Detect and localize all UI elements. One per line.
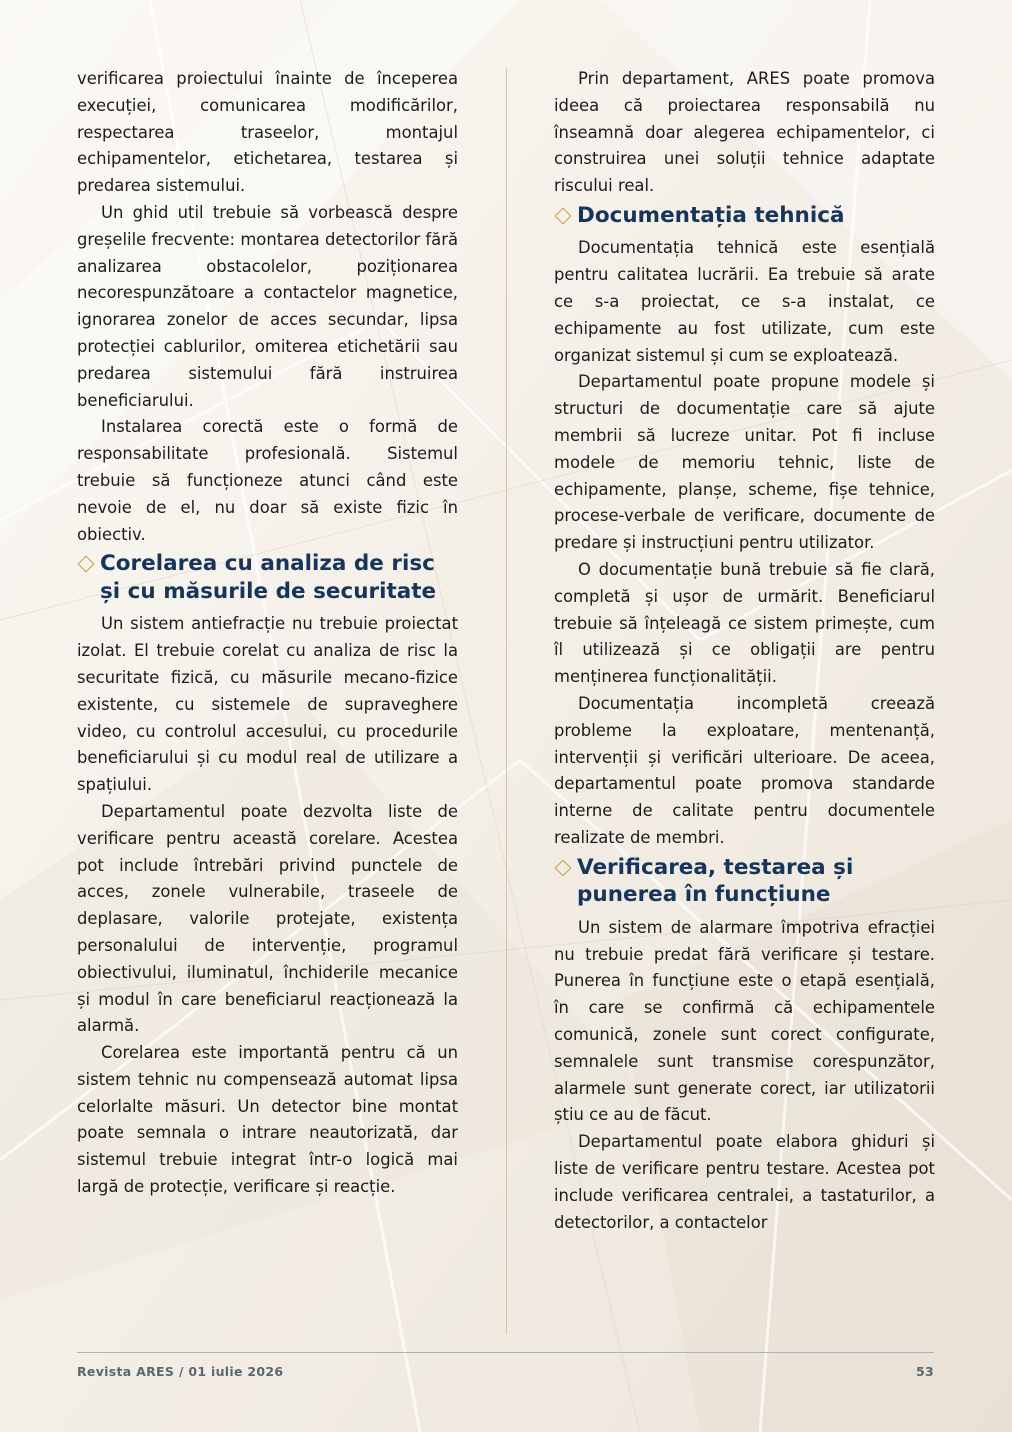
paragraph: O documentație bună trebuie să fie clară, completă și ușor de urmărit. Beneficiarul trebuie să înțeleagă ce sistem primește, cum îl utilizează și ce obligații are pentru menținerea funcționalității. — [554, 560, 935, 687]
paragraph: Documentația incompletă creează probleme la exploatare, mentenanță, intervenții și verificări ulterioare. De aceea, departamentul poate promova standarde interne de calitate pentru documentele realizate de membri. — [554, 694, 935, 848]
page-number: 53 — [916, 1364, 934, 1379]
paragraph: Prin departament, ARES poate promova ideea că proiectarea responsabilă nu înseamnă doar alegerea echipamentelor, ci construirea unei soluții tehnice adaptate riscului real. — [554, 69, 935, 196]
paragraph: Un ghid util trebuie să vorbească despre greșelile frecvente: montarea detectorilor fără analizarea obstacolelor, poziționarea necorespunzătoare a contactelor magnetice, ignorarea zonelor de acces secundar, lipsa protecției cablurilor, omiterea etichetării sau predarea sistemului fără instruirea beneficiarului. — [77, 202, 458, 410]
paragraph: Documentația tehnică este esențială pentru calitatea lucrării. Ea trebuie să arate ce s-a proiectat, ce s-a instalat, ce echipamente au fost utilizate, cum este organizat sistemul și cum se exploatează. — [554, 238, 935, 365]
left-column — [77, 66, 458, 1201]
paragraph: Departamentul poate dezvolta liste de verificare pentru această corelare. Acestea pot include întrebări privind punctele de acces, zonele vulnerabile, traseele de deplasare, valorile protejate, existența personalului de intervenție, programul obiectivului, iluminatul, închiderile mecanice și modul în care beneficiarul reacționează la alarmă. — [77, 801, 458, 1036]
right-column — [554, 66, 935, 1236]
paragraph: Un sistem de alarmare împotriva efracției nu trebuie predat fără verificare și testare. Punerea în funcțiune este o etapă esențială, în care se confirmă că echipamentele comunică, zonele sunt corect configurate, semnalele sunt transmise corespunzător, alarmele sunt generate corect, iar utilizatorii știu ce au de făcut. — [554, 917, 935, 1125]
footer-divider — [77, 1352, 934, 1353]
column-divider — [506, 68, 507, 1334]
paragraph: Corelarea este importantă pentru că un sistem tehnic nu compensează automat lipsa celorlalte măsuri. Un detector bine montat poate semnala o intrare neautorizată, dar sistemul trebuie integrat într-o logică mai largă de protecție, verificare și reacție. — [77, 1043, 458, 1197]
diamond-outline-icon — [78, 556, 95, 573]
diamond-outline-icon — [555, 859, 572, 876]
section-title: Corelarea cu analiza de risc și cu măsurile de securitate — [100, 551, 437, 604]
paragraph: Instalarea corectă este o formă de responsabilitate profesională. Sistemul trebuie să funcționeze atunci când este nevoie de el, nu doar să existe fizic în obiectiv. — [77, 417, 458, 544]
paragraph: Departamentul poate elabora ghiduri și liste de verificare pentru testare. Acestea pot include verificarea centralei, a tastaturilor, a detectorilor, a contactelor — [554, 1132, 935, 1232]
section-heading — [77, 550, 458, 605]
section-heading — [554, 854, 935, 909]
section-heading — [554, 202, 935, 230]
diamond-outline-icon — [555, 207, 572, 224]
footer-publication: Revista ARES / 01 iulie 2026 — [77, 1364, 284, 1379]
paragraph: Un sistem antiefracție nu trebuie proiectat izolat. El trebuie corelat cu analiza de risc la securitate fizică, cu măsurile mecano-fizice existente, cu sistemele de supraveghere video, cu controlul accesului, cu procedurile beneficiarului și cu modul real de utilizare a spațiului. — [77, 614, 458, 795]
paragraph: verificarea proiectului înainte de începerea execuției, comunicarea modificărilor, respectarea traseelor, montajul echipamentelor, etichetarea, testarea și predarea sistemului. — [77, 69, 458, 196]
paragraph: Departamentul poate propune modele și structuri de documentație care să ajute membrii să lucreze unitar. Pot fi incluse modele de memoriu tehnic, liste de echipamente, planșe, scheme, fișe tehnice, procese-verbale de verificare, documente de predare și instrucțiuni pentru utilizator. — [554, 372, 935, 553]
section-title: Documentația tehnică — [577, 202, 845, 228]
section-title: Verificarea, testarea și punerea în funcțiune — [577, 854, 854, 908]
